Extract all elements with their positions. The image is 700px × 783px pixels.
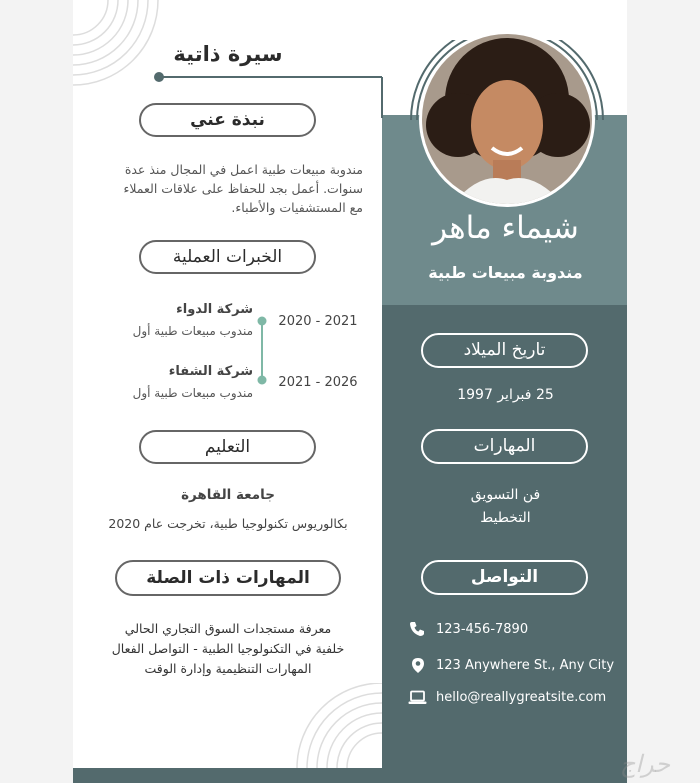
related-skill-line: خلفية في التكنولوجيا الطبية - التواصل الفعال [111, 641, 345, 656]
related-skills-heading: المهارات ذات الصلة [115, 560, 341, 596]
experience-period: 2026 - 2021 [278, 375, 358, 390]
related-skill-line: معرفة مستجدات السوق التجاري الحالي [124, 621, 332, 636]
page-title: سيرة ذاتية [173, 42, 283, 66]
contact-address: 123 Anywhere St., Any City [436, 658, 615, 673]
profile-photo [418, 30, 598, 210]
profile-name: شيماء ماهر [432, 210, 579, 246]
education-school: جامعة القاهرة [181, 487, 275, 503]
experience-company: شركة الدواء [176, 302, 253, 317]
contact-heading: التواصل [421, 560, 588, 595]
experience-period: 2021 - 2020 [278, 314, 358, 329]
location-pin-icon [411, 657, 425, 674]
about-text [93, 160, 363, 217]
experience-title: مندوب مبيعات طبية أول [132, 324, 253, 338]
skill-item: التخطيط [480, 510, 531, 526]
about-line: مندوبة مبيعات طبية اعمل في المجال منذ عدة [124, 162, 363, 177]
about-line: سنوات. أعمل بجد للحفاظ على علاقات العملاء [123, 181, 363, 196]
phone-icon [409, 621, 425, 637]
education-heading: التعليم [139, 430, 316, 464]
right-column [382, 305, 627, 783]
experience-heading: الخبرات العملية [139, 240, 316, 274]
experience-timeline [256, 316, 268, 386]
about-line: مع المستشفيات والأطباء. [231, 200, 363, 215]
laptop-icon [408, 690, 427, 705]
skill-item: فن التسويق [470, 487, 541, 503]
bottom-bar [73, 768, 627, 783]
birthdate-value: 25 فبراير 1997 [457, 387, 554, 403]
resume-page [73, 0, 627, 783]
birthdate-heading: تاريخ الميلاد [421, 333, 588, 368]
contact-phone: 123-456-7890 [436, 622, 529, 637]
experience-title: مندوب مبيعات طبية أول [132, 386, 253, 400]
decorative-arcs-bottom [293, 683, 382, 768]
education-degree: بكالوريوس تكنولوجيا طبية، تخرجت عام 2020 [108, 516, 348, 531]
experience-company: شركة الشفاء [168, 364, 253, 379]
related-skills-list [93, 619, 363, 679]
profile-role: مندوبة مبيعات طبية [428, 263, 583, 282]
watermark-logo: حراج [619, 750, 671, 778]
about-heading: نبذة عني [139, 103, 316, 137]
skills-heading: المهارات [421, 429, 588, 464]
decorative-arcs-top [73, 0, 163, 95]
related-skill-line: المهارات التنظيمية وإدارة الوقت [144, 661, 312, 676]
contact-email: hello@reallygreatsite.com [436, 690, 607, 705]
